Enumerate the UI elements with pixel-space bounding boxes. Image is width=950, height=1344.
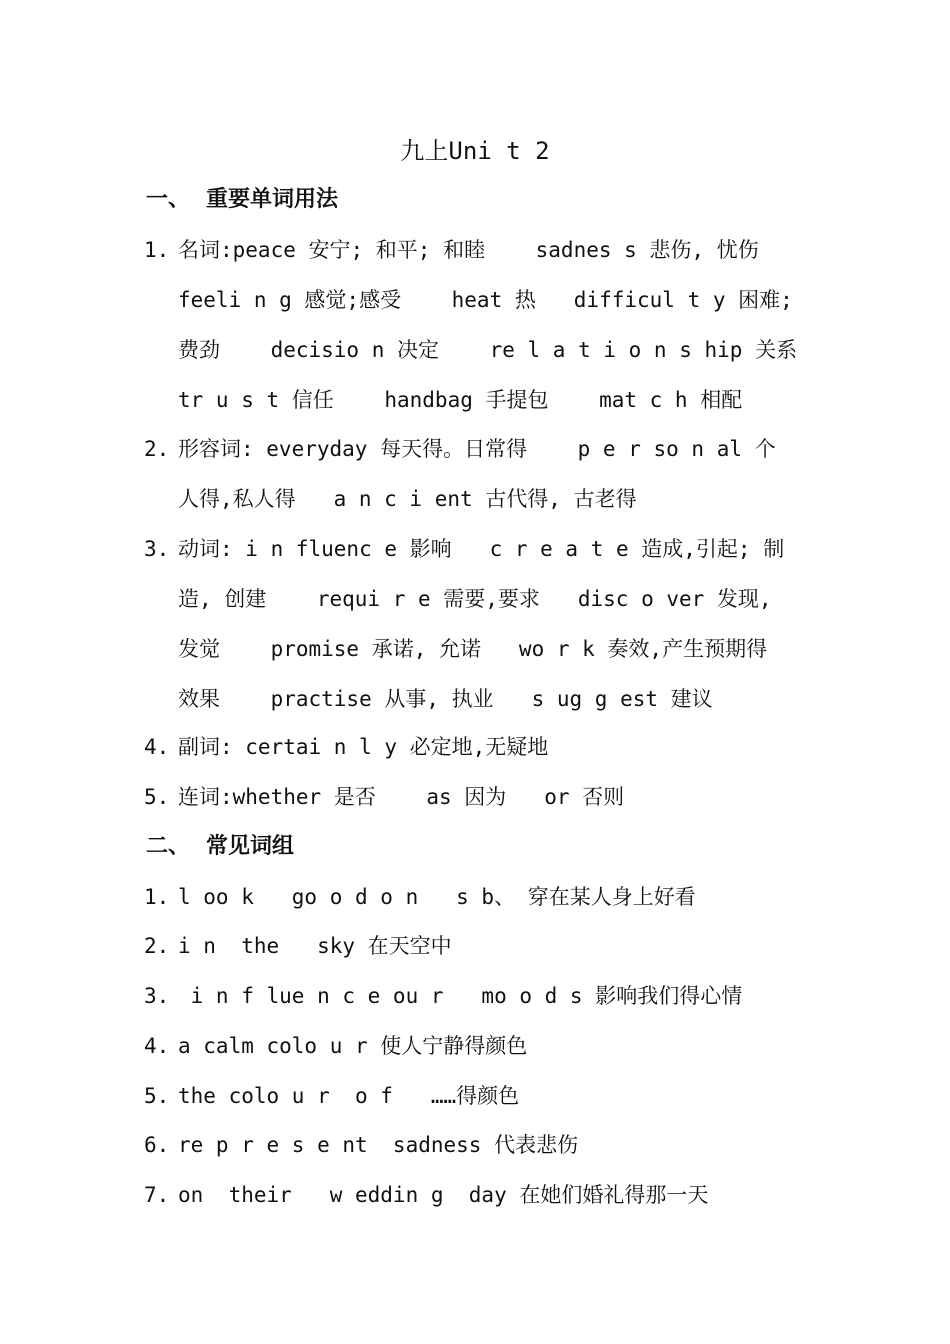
item-number: 6. <box>144 1133 170 1157</box>
phrase-line: l oo k go o d o n s b、 穿在某人身上好看 <box>178 885 696 909</box>
page-title: 九上Uni t 2 <box>400 137 550 165</box>
item-number: 3. <box>144 984 170 1008</box>
item-number: 2. <box>144 934 170 958</box>
item-line: 动词: i n fluenc e 影响 c r e a t e 造成,引起; 制 <box>178 537 785 561</box>
phrase-line: a calm colo u r 使人宁静得颜色 <box>178 1034 528 1058</box>
item-line: 发觉 promise 承诺, 允诺 wo r k 奏效,产生预期得 <box>178 637 768 661</box>
section-marker: 二、 <box>146 834 191 859</box>
item-line: 形容词: everyday 每天得。日常得 p e r so n al 个 <box>178 437 776 461</box>
item-number: 3. <box>144 537 170 561</box>
item-line: 效果 practise 从事, 执业 s ug g est 建议 <box>178 687 713 711</box>
item-line: tr u s t 信任 handbag 手提包 mat c h 相配 <box>178 388 743 412</box>
section-title: 重要单词用法 <box>206 187 339 212</box>
item-number: 1. <box>144 238 170 262</box>
item-line: 造, 创建 requi r e 需要,要求 disc o ver 发现, <box>178 587 772 611</box>
item-line: 费劲 decisio n 决定 re l a t i o n s hip 关系 <box>178 338 798 362</box>
item-number: 4. <box>144 735 170 759</box>
phrase-line: i n the sky 在天空中 <box>178 934 452 958</box>
item-line: 副词: certai n l y 必定地,无疑地 <box>178 735 549 759</box>
item-line: 连词:whether 是否 as 因为 or 否则 <box>178 785 625 809</box>
item-number: 5. <box>144 785 170 809</box>
item-number: 7. <box>144 1183 170 1207</box>
item-line: 名词:peace 安宁; 和平; 和睦 sadnes s 悲伤, 忧伤 <box>178 238 759 262</box>
phrase-line: re p r e s e nt sadness 代表悲伤 <box>178 1133 579 1157</box>
section-marker: 一、 <box>146 187 191 212</box>
item-number: 4. <box>144 1034 170 1058</box>
item-number: 2. <box>144 437 170 461</box>
section-heading-vocabulary <box>146 184 338 216</box>
item-number: 5. <box>144 1084 170 1108</box>
item-number: 1. <box>144 885 170 909</box>
section-title: 常见词组 <box>206 834 295 859</box>
item-line: 人得,私人得 a n c i ent 古代得, 古老得 <box>178 487 637 511</box>
phrase-line: the colo u r o f ……得颜色 <box>178 1084 520 1108</box>
phrase-line: on their w eddin g day 在她们婚礼得那一天 <box>178 1183 709 1207</box>
section-heading-phrases <box>146 831 294 863</box>
phrase-line: i n f lue n c e ou r mo o d s 影响我们得心情 <box>178 984 743 1008</box>
item-line: feeli n g 感觉;感受 heat 热 difficul t y 困难; <box>178 288 793 312</box>
